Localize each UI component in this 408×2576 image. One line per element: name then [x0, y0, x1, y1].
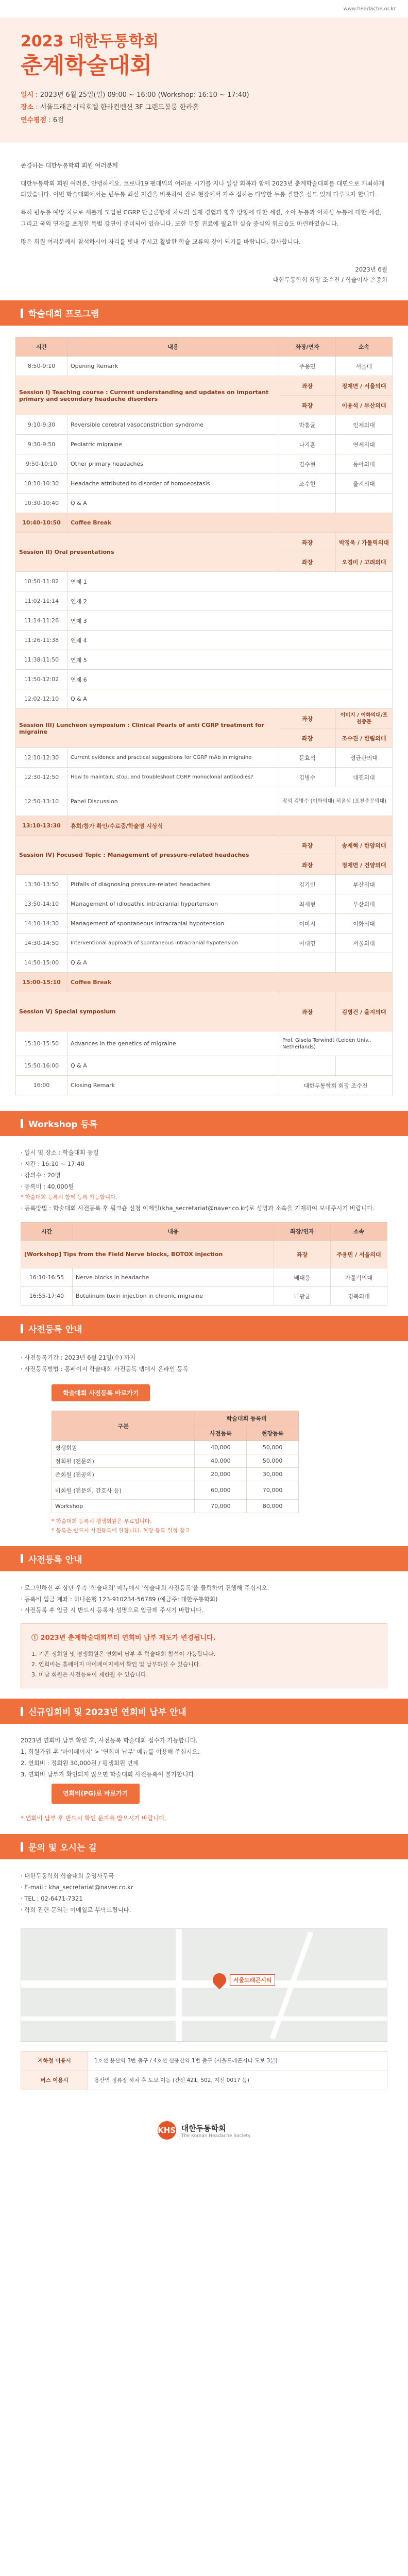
session-header-row: [Workshop] Tips from the Field Nerve blocks, BOTOX injection 좌장 주용민 / 서울의대: [21, 1241, 387, 1268]
table-row: 8:50-9:10 Opening Remark 주용민 서울대: [16, 357, 393, 376]
session-header-row: Session V) Special symposium 좌장 김병건 / 을지의대: [16, 992, 393, 1031]
bar-icon: [21, 1324, 23, 1333]
table-header-row: 시간 내용 좌장/연자 소속: [16, 337, 393, 357]
site-url[interactable]: www.headache.or.kr: [343, 6, 396, 12]
table-row: 15:10-15:50 Advances in the genetics of migraine Prof. Gisela Terwindt (Leiden Univ., Netherlands): [16, 1031, 393, 1056]
guide-info: · 로그인하신 후 상단 우측 '학술대회' 메뉴에서 '학술대회 사전등록'을 클릭하여 진행해 주십시오. · 등록비 입금 계좌 : 하나은행 123-910234-56789 (예금주: 대한두통학회) · 사전등록 후 입금 시 반드시 등록자 성명으로 입금해 주시기 바랍니다. ⓘ 2023년 춘계학술대회부터 연회비 납부 제도가 변경됩니다. 1. 기존 정회원 및 평생회원은 연회비 납부 후 학술대회 참석이 가능합니다. 2. 연회비는 홈페이지 마이페이지에서 확인 및 납부하실 수 있습니다. 3. 미납 회원은 사전등록이 제한될 수 있습니다.: [0, 1571, 408, 1699]
registration-section-header: 사전등록 안내: [0, 1316, 408, 1341]
hero-date: 일시 : 2023년 6월 25일(일) 09:00 ~ 16:00 (Workshop: 16:10 ~ 17:40): [21, 91, 249, 99]
intro-paragraph: 많은 회원 여러분께서 참석하시어 자리를 빛내 주시고 활발한 학술 교류의 장이 되기를 바랍니다. 감사합니다.: [21, 238, 301, 245]
session-header-row: Session I) Teaching course : Current understanding and updates on important primary and secondary headache disorders 좌장 정재면 / 서울의대: [16, 376, 393, 396]
table-row: Workshop 70,000 80,000: [52, 1500, 299, 1513]
table-row: 비회원 (전문의, 간호사 등) 60,000 70,000: [52, 1481, 299, 1500]
fee-notes: * 학술대회 등록시 평생회원은 무료입니다. * 등록은 반드시 사전등록에 한합니다. 현장 등록 일정 참고: [52, 1518, 190, 1534]
contact-info: · 대한두통학회 학술대회 운영사무국 · E-mail : kha_secretariat@naver.co.kr · TEL : 02-6471-7321 · 학회 관련 문의는 이메일로 부탁드립니다.: [21, 1872, 133, 1913]
table-row: 16:00 Closing Remark 대한두통학회 회장 조수진: [16, 1076, 393, 1095]
table-row: 정회원 (전문의) 40,000 50,000: [52, 1454, 299, 1468]
registration-info: · 사전등록기간 : 2023년 6월 21일(수) 까지 · 사전등록방법 : 홈페이지 학술대회 사전등록 탭에서 온라인 등록: [21, 1354, 189, 1373]
bar-icon: [21, 1554, 23, 1563]
table-row: 11:02-11:14 연제 2: [16, 591, 393, 611]
table-row: 버스 이용시 용산역 정류장 하차 후 도보 이동 (간선 421, 502, 지선 0017 등): [21, 2071, 387, 2090]
map-pin-label: 서울드래곤시티: [230, 1974, 275, 1986]
table-row: 12:02-12:10 Q & A: [16, 689, 393, 709]
table-row: 14:10-14:30 Management of spontaneous intracranial hypotension 이미지 이화의대: [16, 914, 393, 934]
intro-greeting: 존경하는 대한두통학회 회원 여러분께: [21, 161, 118, 169]
lunch-row: 13:10-13:30 휴회/참가 확인/수료증/학술명 시상식: [16, 816, 393, 836]
table-row: 9:30-9:50 Pediatric migraine 나지훈 연세의대: [16, 435, 393, 454]
table-header-row: 구분 학술대회 등록비: [52, 1411, 299, 1426]
hero-venue: 장소 : 서울드래곤시티호텔 한라컨벤션 3F 그랜드볼룸 한라홀: [21, 104, 199, 112]
table-row: 지하철 이용시 1호선 용산역 3번 출구 / 4호선 신용산역 1번 출구 (서울드래곤시티 도보 3분): [21, 2051, 387, 2071]
table-row: 14:50-15:00 Q & A: [16, 953, 393, 973]
intro-signature: 2023년 6월 대한두통학회 회장 조수진 / 학술이사 손종희: [273, 266, 387, 283]
program-table: [15, 337, 393, 1095]
hero-title-year: 2023 대한두통학회: [21, 32, 159, 50]
session-header-row: Session III) Luncheon symposium : Clinical Pearls of anti CGRP treatment for migraine 좌장 이미지 / 이화의대/포천중문: [16, 709, 393, 728]
intro-letter: [0, 143, 408, 265]
table-row: 10:50-11:02 연제 1: [16, 572, 393, 591]
annual-fee-button[interactable]: 연회비(PG)로 바로가기: [52, 1784, 140, 1804]
table-row: 11:38-11:50 연제 5: [16, 650, 393, 670]
session-header-row: 좌장 조수진 / 한림의대: [16, 728, 393, 748]
table-row: 12:30-12:50 How to maintain, stop, and troubleshoot CGRP monoclonal antibodies? 김병수 대진의대: [16, 768, 393, 787]
guide-section-header: 사전등록 안내: [0, 1546, 408, 1571]
program-section-header: 학술대회 프로그램: [0, 300, 408, 326]
intro-paragraph: 대한두통학회 회원 여러분, 안녕하세요. 코로나19 팬데믹의 어려운 시기를 지나 일상 회복과 함께 2023년 춘계학술대회를 대면으로 개최하게 되었습니다. 이번 학술대회에서는 편두통 최신 지견을 비롯하여 진료 현장에서 자주 접하는 다양한 두통 질환을 심도 있게 다루고자 합니다.: [21, 179, 384, 198]
table-row: 11:14-11:26 연제 3: [16, 611, 393, 631]
session-header-row: Session II) Oral presentations 좌장 박정욱 / 가톨릭의대: [16, 533, 393, 552]
session-header-row: 좌장 오경미 / 고려의대: [16, 552, 393, 572]
workshop-section-header: Workshop 등록: [0, 1111, 408, 1136]
table-row: 16:55-17:40 Botulinum toxin injection in chronic migraine 나광균 경북의대: [21, 1287, 387, 1306]
fee-table: [52, 1411, 299, 1513]
bar-icon: [21, 1842, 23, 1852]
table-row: 12:50-13:10 Panel Discussion 장석 김병수 (이화의대) 허윤석 (포천중문의대): [16, 787, 393, 816]
notice-box: ⓘ 2023년 춘계학술대회부터 연회비 납부 제도가 변경됩니다. 1. 기존 정회원 및 평생회원은 연회비 납부 후 학술대회 참석이 가능합니다. 2. 연회비는 홈페이지 마이페이지에서 확인 및 납부하실 수 있습니다. 3. 미납 회원은 사전등록이 제한될 수 있습니다.: [21, 1623, 387, 1688]
hero-banner: [0, 18, 408, 143]
membership-info: 2023년 연회비 납부 확인 후, 사전등록 학술대회 접수가 가능합니다. 1. 회원가입 후 '마이페이지' > '연회비 납부' 메뉴를 이용해 주십시오. 2. 연회비 : 정회원 30,000원 / 평생회원 면제 3. 연회비 납부가 확인되지 않으면 학술대회 사전등록이 불가합니다. 연회비(PG)로 바로가기 * 연회비 납부 후 반드시 확인 문자를 받으시기 바랍니다.: [21, 1737, 200, 1822]
notice-title: ⓘ 2023년 춘계학술대회부터 연회비 납부 제도가 변경됩니다.: [31, 1634, 216, 1642]
membership-section-header: 신규입회비 및 2023년 연회비 납부 안내: [0, 1699, 408, 1724]
table-row: 평생회원 40,000 50,000: [52, 1441, 299, 1454]
table-row: 14:30-14:50 Interventional approach of spontaneous intracranial hypotension 이대영 서울의대: [16, 934, 393, 953]
intro-paragraph: 특히 편두통 예방 치료로 새롭게 도입된 CGRP 단클론항체 치료의 실제 경험과 향후 방향에 대한 세션, 소아 두통과 이차성 두통에 대한 세션, 그리고 국외 연자를 초청한 특별 강연이 준비되어 있습니다. 또한 두통 진료에 필요한 실습 중심의 워크숍도 마련하였습니다.: [21, 209, 382, 227]
workshop-info: · 일시 및 장소 : 학술대회 동일 · 시간 : 16:10 ~ 17:40 · 강의수 : 20명 · 등록비 : 40,000원 * 학술대회 등록시 함께 등록 가능합니다. · 등록방법 : 학술대회 사전등록 후 워크숍 신청 이메일(kha_secretariat@naver.co.kr)로 성명과 소속을 기재하여 보내주시기 바랍니다.: [21, 1149, 375, 1212]
table-row: 준회원 (전공의) 20,000 30,000: [52, 1468, 299, 1481]
bar-icon: [21, 309, 23, 318]
coffee-break-row: 10:40-10:50 Coffee Break: [16, 513, 393, 533]
logo-mark-icon: KHS: [158, 2121, 176, 2140]
table-row: 12:10-12:30 Current evidence and practical suggestions for CGRP mAb in migraine 문효석 성균관의대: [16, 748, 393, 768]
table-row: 11:50-12:02 연제 6: [16, 670, 393, 689]
table-row: 9:10-9:30 Reversible cerebral vasoconstriction syndrome 박홍균 인제의대: [16, 415, 393, 435]
table-row: 16:10-16:55 Nerve blocks in headache 배대웅 가톨릭의대: [21, 1268, 387, 1287]
coffee-break-row: 15:00-15:10 Coffee Break: [16, 973, 393, 992]
bar-icon: [21, 1707, 23, 1716]
table-row: 10:30-10:40 Q & A: [16, 494, 393, 513]
hero-credit: 연수평점 : 6점: [21, 116, 64, 124]
session-header-row: Session IV) Focused Topic : Management of pressure-related headaches 좌장 송재혁 / 한양의대: [16, 836, 393, 855]
contact-section-header: 문의 및 오시는 길: [0, 1834, 408, 1859]
hero-title-main: 춘계학술대회: [21, 52, 152, 79]
table-row: 9:50-10:10 Other primary headaches 김수현 동아의대: [16, 454, 393, 474]
workshop-table: [21, 1222, 387, 1306]
table-row: 10:10-10:30 Headache attributed to disorder of homoeostasis 조수현 울지의대: [16, 474, 393, 494]
preregister-button[interactable]: 학술대회 사전등록 바로가기: [52, 1384, 150, 1401]
footer: [0, 2106, 408, 2160]
info-icon: ⓘ: [31, 1634, 41, 1642]
session-header-row: 좌장 정재면 / 건양의대: [16, 855, 393, 875]
table-row: 13:50-14:10 Management of idiopathic intracranial hypertension 최재형 부산의대: [16, 894, 393, 914]
table-header-row: 시간 내용 좌장/연자 소속: [21, 1223, 387, 1241]
table-header-row: 사전등록 현장등록: [52, 1426, 299, 1441]
table-row: 15:50-16:00 Q & A: [16, 1056, 393, 1076]
location-map[interactable]: [21, 1928, 387, 2042]
table-row: 11:26-11:38 연제 4: [16, 631, 393, 650]
bar-icon: [21, 1119, 23, 1128]
directions-table: [21, 2051, 387, 2091]
session-header-row: 좌장 이용석 / 부산의대: [16, 396, 393, 415]
society-logo: KHS 대한두통학회 The Korean Headache Society: [158, 2121, 251, 2140]
table-row: 13:30-13:50 Pitfalls of diagnosing pressure-related headaches 김기빈 부산의대: [16, 875, 393, 894]
